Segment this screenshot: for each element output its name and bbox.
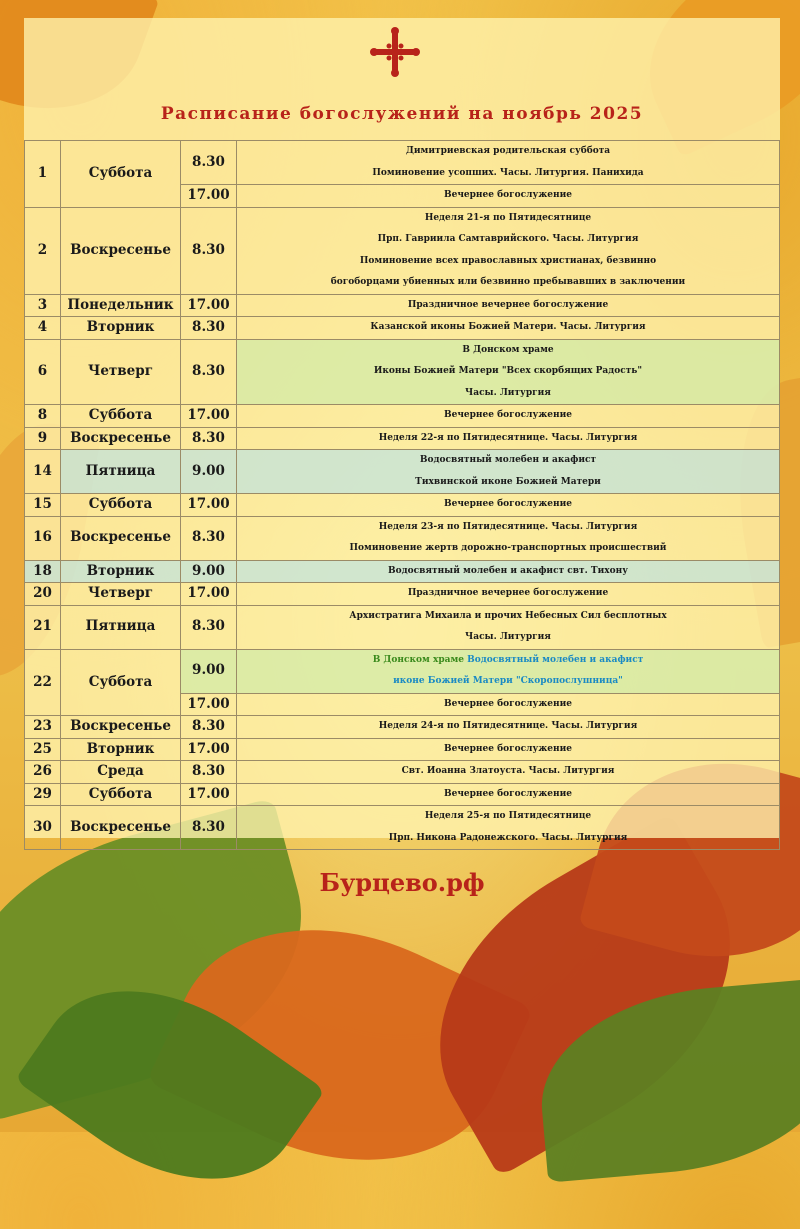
service-line: Вечернее богослужение (443, 499, 573, 509)
service-cell (237, 427, 780, 450)
time-cell: 17.00 (181, 494, 237, 517)
time-cell: 17.00 (181, 693, 237, 716)
service-line: Вечернее богослужение (443, 410, 573, 420)
day-cell: 9 (25, 427, 61, 450)
day-cell: 8 (25, 405, 61, 428)
time-cell: 17.00 (181, 783, 237, 806)
time-cell: 8.30 (181, 605, 237, 649)
table-row (25, 583, 780, 606)
day-cell: 6 (25, 339, 61, 405)
day-cell: 20 (25, 583, 61, 606)
weekday-cell: Воскресенье (61, 427, 181, 450)
time-cell: 17.00 (181, 294, 237, 317)
day-cell: 2 (25, 207, 61, 294)
service-cell (237, 716, 780, 739)
table-row (25, 783, 780, 806)
service-line: Свт. Иоанна Златоуста. Часы. Литургия (401, 766, 615, 776)
day-cell: 22 (25, 649, 61, 716)
service-cell (237, 141, 780, 185)
time-cell: 8.30 (181, 141, 237, 185)
day-cell: 30 (25, 806, 61, 850)
service-cell (237, 405, 780, 428)
service-line: Вечернее богослужение (443, 698, 573, 709)
weekday-cell: Суббота (61, 405, 181, 428)
service-line: Поминовение усопших. Часы. Литургия. Панихида (372, 167, 644, 178)
service-line: Казанской иконы Божией Матери. Часы. Литургия (370, 322, 646, 332)
service-cell (237, 605, 780, 649)
table-row (25, 207, 780, 294)
table-row (25, 716, 780, 739)
page-title: Расписание богослужений на ноябрь 2025 (160, 104, 644, 124)
service-line (239, 650, 777, 672)
service-line: богоборцами убиенных или безвинно пребывавших в заключении (330, 277, 686, 287)
table-row (25, 761, 780, 784)
weekday-cell: Четверг (61, 583, 181, 606)
service-cell (237, 783, 780, 806)
weekday-cell: Воскресенье (61, 716, 181, 739)
day-cell: 16 (25, 516, 61, 560)
weekday-cell: Вторник (61, 560, 181, 583)
schedule-table (24, 140, 780, 850)
service-line: Тихвинской иконе Божией Матери (415, 476, 601, 487)
weekday-cell: Суббота (61, 141, 181, 208)
time-cell: 8.30 (181, 516, 237, 560)
time-cell: 17.00 (181, 185, 237, 208)
weekday-cell: Воскресенье (61, 516, 181, 560)
table-row (25, 806, 780, 850)
weekday-cell: Воскресенье (61, 207, 181, 294)
day-cell: 25 (25, 738, 61, 761)
service-line: Водосвятный молебен и акафист свт. Тихону (388, 565, 628, 576)
weekday-cell: Вторник (61, 317, 181, 340)
day-cell: 18 (25, 560, 61, 583)
time-cell: 8.30 (181, 761, 237, 784)
weekday-cell: Пятница (61, 450, 181, 494)
day-cell: 26 (25, 761, 61, 784)
service-line: Иконы Божией Матери "Всех скорбящих Радость" (373, 366, 643, 376)
service-cell (237, 317, 780, 340)
service-line: В Донском храме (462, 344, 554, 355)
site-link[interactable]: Бурцево.рф (319, 868, 485, 897)
day-cell: 3 (25, 294, 61, 317)
service-cell (237, 738, 780, 761)
time-cell: 17.00 (181, 583, 237, 606)
service-line: Димитриевская родительская суббота (405, 146, 611, 156)
time-cell: 8.30 (181, 207, 237, 294)
day-cell: 4 (25, 317, 61, 340)
service-line: Вечернее богослужение (443, 788, 573, 799)
table-row (25, 405, 780, 428)
service-cell (237, 649, 780, 693)
time-cell: 9.00 (181, 560, 237, 583)
service-line: Неделя 25-я по Пятидесятнице (424, 811, 592, 821)
service-line: Вечернее богослужение (443, 743, 573, 754)
service-line: иконе Божией Матери "Скоропослушница" (393, 676, 623, 686)
service-line: Прп. Никона Радонежского. Часы. Литургия (388, 832, 628, 843)
time-cell: 9.00 (181, 649, 237, 693)
weekday-cell: Суббота (61, 494, 181, 517)
service-cell (237, 583, 780, 606)
service-line: Вечернее богослужение (443, 190, 573, 200)
time-cell: 8.30 (181, 427, 237, 450)
table-row (25, 516, 780, 560)
service-line: Неделя 21-я по Пятидесятнице (424, 212, 592, 223)
time-cell: 8.30 (181, 716, 237, 739)
day-cell: 23 (25, 716, 61, 739)
weekday-cell: Суббота (61, 783, 181, 806)
service-cell (237, 339, 780, 405)
table-row (25, 560, 780, 583)
table-row (25, 317, 780, 340)
time-cell: 8.30 (181, 806, 237, 850)
service-cell (237, 294, 780, 317)
weekday-cell: Пятница (61, 605, 181, 649)
service-line: Архистратига Михаила и прочих Небесных Сил бесплотных (349, 610, 667, 621)
service-line: Неделя 22-я по Пятидесятнице. Часы. Литургия (378, 432, 638, 443)
table-row (25, 738, 780, 761)
day-cell: 1 (25, 141, 61, 208)
service-line: Праздничное вечернее богослужение (407, 299, 609, 310)
service-line: Часы. Литургия (465, 387, 551, 398)
service-line: Прп. Гавриила Самтаврийского. Часы. Литургия (377, 234, 639, 244)
day-cell: 21 (25, 605, 61, 649)
table-row (25, 649, 780, 693)
time-cell: 9.00 (181, 450, 237, 494)
service-line: Водосвятный молебен и акафист (419, 455, 597, 465)
service-line: Праздничное вечернее богослужение (407, 588, 609, 598)
table-row (25, 141, 780, 185)
service-line: Поминовение жертв дорожно-транспортных происшествий (349, 543, 667, 553)
orthodox-cross-icon (369, 26, 421, 78)
service-line: Поминовение всех православных христианах, безвинно (359, 255, 657, 266)
service-cell (237, 761, 780, 784)
service-line: Неделя 24-я по Пятидесятнице. Часы. Литургия (378, 721, 638, 731)
service-cell (237, 516, 780, 560)
service-cell (237, 494, 780, 517)
day-cell: 15 (25, 494, 61, 517)
service-prefix: В Донском храме (372, 654, 464, 665)
weekday-cell: Воскресенье (61, 806, 181, 850)
time-cell: 8.30 (181, 339, 237, 405)
table-row (25, 605, 780, 649)
service-cell (237, 450, 780, 494)
weekday-cell: Суббота (61, 649, 181, 716)
day-cell: 29 (25, 783, 61, 806)
weekday-cell: Понедельник (61, 294, 181, 317)
service-line: Часы. Литургия (465, 632, 551, 642)
service-cell (237, 207, 780, 294)
service-cell (237, 560, 780, 583)
time-cell: 17.00 (181, 405, 237, 428)
table-row (25, 339, 780, 405)
table-row (25, 294, 780, 317)
weekday-cell: Вторник (61, 738, 181, 761)
table-row (25, 494, 780, 517)
table-row (25, 450, 780, 494)
table-row (25, 427, 780, 450)
service-cell (237, 693, 780, 716)
time-cell: 8.30 (181, 317, 237, 340)
service-text: Водосвятный молебен и акафист (467, 654, 644, 665)
service-line: Неделя 23-я по Пятидесятнице. Часы. Литургия (378, 521, 638, 532)
weekday-cell: Четверг (61, 339, 181, 405)
service-cell (237, 185, 780, 208)
weekday-cell: Среда (61, 761, 181, 784)
service-cell (237, 806, 780, 850)
time-cell: 17.00 (181, 738, 237, 761)
day-cell: 14 (25, 450, 61, 494)
